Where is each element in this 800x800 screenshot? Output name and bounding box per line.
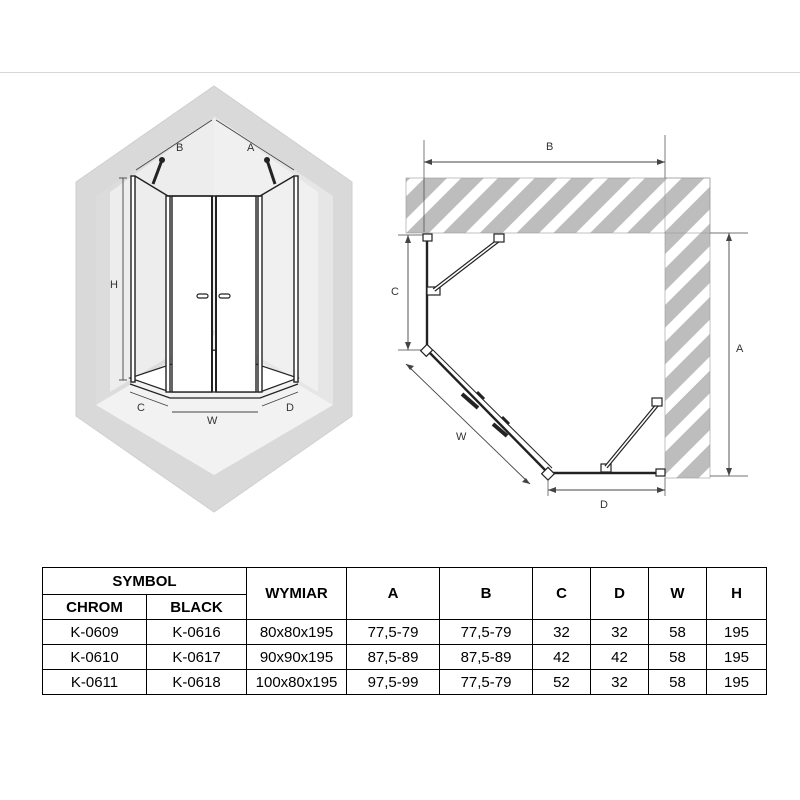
header-a: A [347, 568, 440, 620]
cell-chrom: K-0609 [43, 620, 147, 645]
header-c: C [533, 568, 591, 620]
cell-wymiar: 80x80x195 [247, 620, 347, 645]
cell-black: K-0617 [147, 645, 247, 670]
cell-w: 58 [649, 670, 707, 695]
cell-w: 58 [649, 620, 707, 645]
header-w: W [649, 568, 707, 620]
header-chrom: CHROM [43, 595, 147, 620]
iso-label-c: C [137, 402, 145, 414]
iso-label-h: H [110, 279, 118, 291]
spec-table [42, 567, 767, 695]
left-door-handle [197, 294, 208, 298]
cell-d: 32 [591, 620, 649, 645]
header-d: D [591, 568, 649, 620]
right-door-handle [219, 294, 230, 298]
right-side-panel [294, 176, 298, 382]
plan-label-c: C [391, 286, 399, 298]
cell-d: 42 [591, 645, 649, 670]
cell-c: 32 [533, 620, 591, 645]
plan-right-wall [665, 178, 710, 478]
iso-label-a: A [247, 142, 255, 154]
iso-label-b: B [176, 142, 184, 154]
plan-back-wall [406, 178, 710, 233]
header-symbol: SYMBOL [43, 568, 247, 595]
plan-label-w: W [456, 431, 467, 443]
plan-label-d: D [600, 499, 608, 511]
iso-label-w: W [207, 415, 218, 427]
table-row [43, 670, 767, 695]
cell-a: 97,5-99 [347, 670, 440, 695]
header-wymiar: WYMIAR [247, 568, 347, 620]
plan-view [391, 135, 748, 511]
cell-a: 77,5-79 [347, 620, 440, 645]
cell-black: K-0618 [147, 670, 247, 695]
cell-wymiar: 100x80x195 [247, 670, 347, 695]
cell-c: 52 [533, 670, 591, 695]
plan-label-a: A [736, 343, 744, 355]
cell-b: 87,5-89 [440, 645, 533, 670]
cell-h: 195 [707, 645, 767, 670]
cell-h: 195 [707, 670, 767, 695]
left-side-panel [131, 176, 135, 382]
header-h: H [707, 568, 767, 620]
cell-wymiar: 90x90x195 [247, 645, 347, 670]
cell-chrom: K-0611 [43, 670, 147, 695]
table-row [43, 645, 767, 670]
iso-label-d: D [286, 402, 294, 414]
header-black: BLACK [147, 595, 247, 620]
cell-b: 77,5-79 [440, 620, 533, 645]
plan-front-door-line [427, 350, 548, 473]
cell-chrom: K-0610 [43, 645, 147, 670]
cell-d: 32 [591, 670, 649, 695]
table-row [43, 620, 767, 645]
header-b: B [440, 568, 533, 620]
cell-black: K-0616 [147, 620, 247, 645]
cell-w: 58 [649, 645, 707, 670]
right-angle-panel [258, 196, 262, 392]
cell-b: 77,5-79 [440, 670, 533, 695]
isometric-view [76, 86, 352, 512]
cell-h: 195 [707, 620, 767, 645]
plan-label-b: B [546, 141, 554, 153]
left-angle-panel [166, 196, 170, 392]
cell-c: 42 [533, 645, 591, 670]
cell-a: 87,5-89 [347, 645, 440, 670]
